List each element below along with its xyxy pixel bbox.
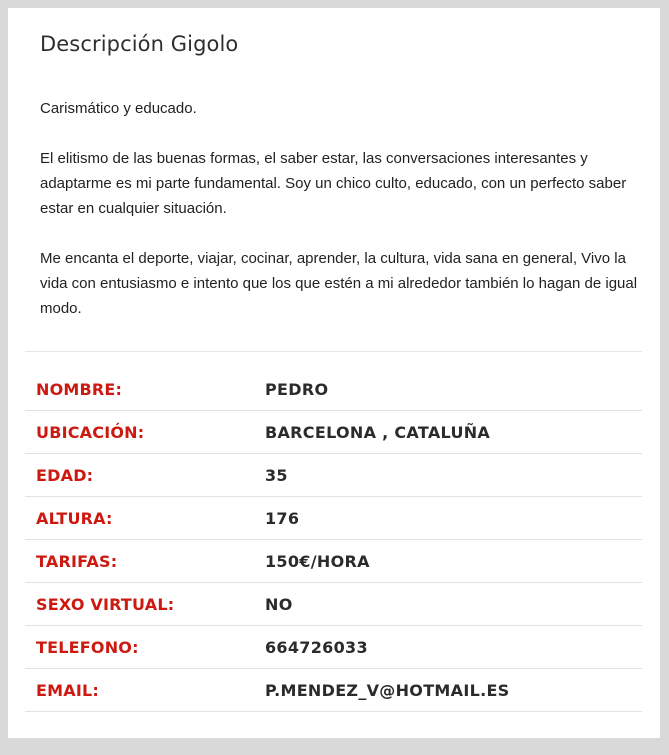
detail-value: NO <box>265 595 293 614</box>
detail-value: 664726033 <box>265 638 368 657</box>
detail-label: TELEFONO: <box>36 638 139 657</box>
detail-row-ubicacion <box>25 411 642 454</box>
detail-label: EDAD: <box>36 466 94 485</box>
description-paragraph: Carismático y educado. <box>40 100 197 117</box>
description-paragraph: Me encanta el deporte, viajar, cocinar, aprender, la cultura, vida sana en general, Vivo la vida con entusiasmo e intento que los que estén a mi alrededor también lo hagan de igual modo. <box>40 250 638 317</box>
detail-value: PEDRO <box>265 380 329 399</box>
detail-label: NOMBRE: <box>36 380 123 399</box>
detail-value: P.MENDEZ_V@HOTMAIL.ES <box>265 681 510 700</box>
detail-label: ALTURA: <box>36 509 113 528</box>
detail-value: BARCELONA , CATALUÑA <box>265 423 491 442</box>
detail-value: 176 <box>265 509 300 528</box>
page-title: Descripción Gigolo <box>40 32 239 56</box>
detail-row-tarifas <box>25 540 642 583</box>
profile-card <box>8 8 660 738</box>
detail-row-altura <box>25 497 642 540</box>
detail-row-email <box>25 669 642 712</box>
profile-description <box>40 96 640 346</box>
detail-row-sexo-virtual <box>25 583 642 626</box>
detail-row-edad <box>25 454 642 497</box>
section-divider <box>25 351 642 352</box>
detail-label: TARIFAS: <box>36 552 118 571</box>
detail-label: UBICACIÓN: <box>36 423 145 442</box>
detail-value: 150€/HORA <box>265 552 370 571</box>
detail-row-telefono <box>25 626 642 669</box>
detail-label: EMAIL: <box>36 681 99 700</box>
detail-label: SEXO VIRTUAL: <box>36 595 175 614</box>
description-paragraph: El elitismo de las buenas formas, el saber estar, las conversaciones interesantes y adaptarme es mi parte fundamental. Soy un chico culto, educado, con un perfecto saber estar en cualquier situación. <box>40 150 627 217</box>
detail-row-nombre <box>25 368 642 411</box>
profile-details-table <box>25 368 642 712</box>
detail-value: 35 <box>265 466 288 485</box>
